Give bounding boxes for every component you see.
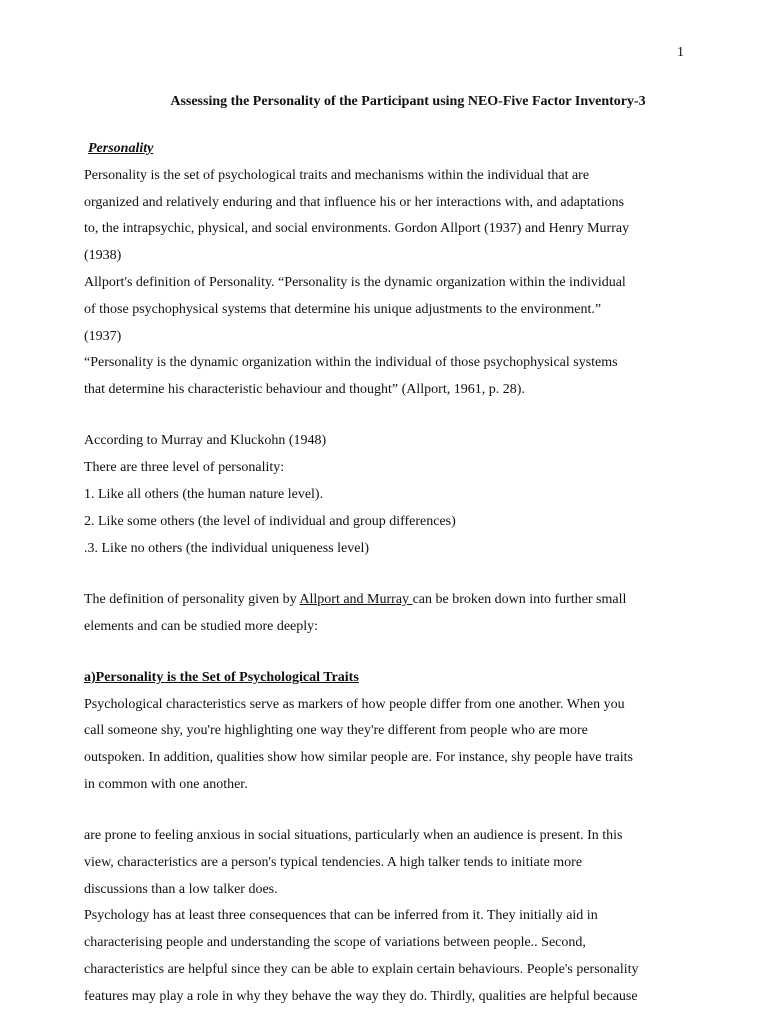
text-line: features may play a role in why they behave the way they do. Thirdly, qualities are helpful because bbox=[84, 988, 638, 1004]
text-line: characteristics are helpful since they can be able to explain certain behaviours. People's personality bbox=[84, 962, 639, 978]
text-line: (1937) bbox=[84, 328, 122, 344]
paragraph-consequences bbox=[84, 823, 692, 1011]
text-span: The definition of personality given by bbox=[84, 591, 300, 607]
text-line: call someone shy, you're highlighting one way they're different from people who are more bbox=[84, 723, 588, 739]
paragraph-allport-1937 bbox=[84, 270, 692, 350]
text-line: (1938) bbox=[84, 248, 122, 264]
list-item: 1. Like all others (the human nature level). bbox=[84, 486, 324, 502]
paragraph-traits bbox=[84, 692, 692, 799]
text-line: According to Murray and Kluckohn (1948) bbox=[84, 433, 327, 449]
text-line: Personality is the set of psychological traits and mechanisms within the individual that are bbox=[84, 167, 590, 183]
section-heading: Personality bbox=[88, 141, 154, 156]
text-line: Psychology has at least three consequences that can be inferred from it. They initially aid in bbox=[84, 908, 598, 924]
paragraph-allport-1961 bbox=[84, 350, 692, 404]
text-span: can be broken down into further small bbox=[412, 591, 627, 607]
text-line: characterising people and understanding the scope of variations between people.. Second, bbox=[84, 935, 586, 951]
list-item: .3. Like no others (the individual uniqueness level) bbox=[84, 540, 369, 556]
text-line: view, characteristics are a person's typical tendencies. A high talker tends to initiate more bbox=[84, 854, 583, 870]
text-line: elements and can be studied more deeply: bbox=[84, 618, 319, 634]
subheading-traits: a)Personality is the Set of Psychological Traits bbox=[84, 669, 359, 685]
document-title: Assessing the Personality of the Participant using NEO-Five Factor Inventory-3 bbox=[170, 94, 646, 109]
text-line: in common with one another. bbox=[84, 776, 248, 792]
text-line: outspoken. In addition, qualities show how similar people are. For instance, shy people have traits bbox=[84, 750, 633, 766]
text-line: are prone to feeling anxious in social situations, particularly when an audience is present. In this bbox=[84, 828, 623, 844]
text-line: Allport's definition of Personality. “Personality is the dynamic organization within the individual bbox=[84, 274, 626, 290]
text-line: discussions than a low talker does. bbox=[84, 881, 278, 897]
text-line: Psychological characteristics serve as markers of how people differ from one another. When you bbox=[84, 696, 625, 712]
list-item: 2. Like some others (the level of individual and group differences) bbox=[84, 513, 456, 529]
text-line: There are three level of personality: bbox=[84, 460, 285, 476]
text-line: to, the intrapsychic, physical, and social environments. Gordon Allport (1937) and Henry Murray bbox=[84, 221, 630, 237]
paragraph-definition-breakdown bbox=[84, 587, 692, 641]
text-line: “Personality is the dynamic organization within the individual of those psychophysical systems bbox=[84, 355, 618, 371]
text-line: of those psychophysical systems that determine his unique adjustments to the environment.” bbox=[84, 301, 602, 317]
text-line: that determine his characteristic behaviour and thought” (Allport, 1961, p. 28). bbox=[84, 382, 525, 398]
paragraph-murray-kluckohn bbox=[84, 428, 692, 562]
paragraph-definition bbox=[84, 163, 692, 270]
page-number: 1 bbox=[677, 45, 684, 60]
underlined-reference: Allport and Murray bbox=[299, 591, 413, 607]
document-body bbox=[84, 136, 692, 1011]
text-line: organized and relatively enduring and that influence his or her interactions with, and adaptations bbox=[84, 194, 625, 210]
